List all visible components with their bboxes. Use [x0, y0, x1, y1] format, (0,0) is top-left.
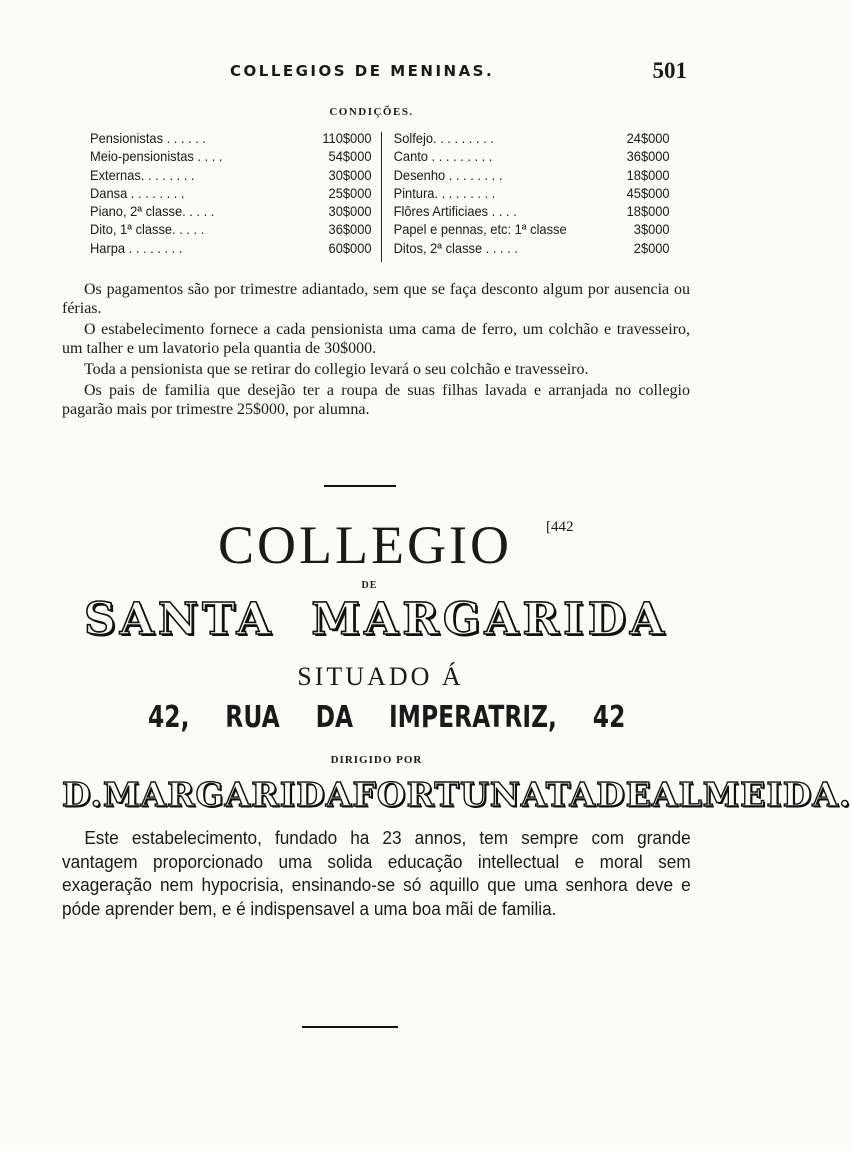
fee-name: Flôres Artificiaes . . . . [393, 203, 517, 220]
school-name [84, 592, 668, 648]
notes-block [62, 280, 690, 419]
fee-name: Dansa . . . . . . . . [90, 184, 185, 201]
section-divider [302, 1026, 398, 1028]
fees-left-column [90, 129, 383, 257]
fee-price: 18$000 [626, 166, 670, 183]
school-name-word: SANTA [84, 594, 275, 645]
address-part: 42 [592, 700, 626, 735]
fee-price: 110$000 [322, 130, 372, 146]
fee-row [394, 147, 670, 165]
school-name-word: MARGARIDA [311, 594, 668, 645]
fee-row [394, 129, 670, 147]
director-name-word: ALMEIDA. [651, 775, 851, 814]
directed-by-label: DIRIGIDO POR [330, 754, 423, 766]
director-name-word: DE [596, 775, 652, 814]
fee-name: Meio-pensionistas . . . . [90, 148, 223, 165]
fee-row [394, 166, 670, 184]
note-paragraph: Os pagamentos são por trimestre adiantado, sem que se faça desconto algum por ausencia ou férias. [62, 281, 690, 317]
fee-name: Canto . . . . . . . . . [393, 148, 493, 165]
fee-price: 30$000 [328, 166, 372, 183]
fee-price: 36$000 [328, 221, 372, 238]
fee-row [394, 220, 670, 238]
section-divider [324, 485, 396, 487]
fee-price: 25$000 [328, 184, 372, 201]
address-part: RUA [225, 700, 280, 735]
collegio-title: COLLEGIO [218, 515, 512, 575]
note-paragraph: O estabelecimento fornece a cada pensionista uma cama de ferro, um colchão e travesseiro, um talher e um lavatorio pela quantia de 30$000. [62, 321, 690, 357]
fee-row [90, 147, 383, 165]
director-name-word: MARGARIDA [102, 775, 353, 814]
fee-row [394, 239, 670, 257]
fee-name: Dito, 1ª classe. . . . . [90, 221, 205, 238]
fee-price: 45$000 [626, 184, 670, 201]
fee-row [90, 220, 383, 238]
fee-price: 2$000 [633, 239, 670, 256]
director-name [62, 772, 851, 818]
conditions-heading: CONDIÇÕES. [329, 106, 414, 118]
fee-price: 36$000 [626, 148, 670, 165]
fee-name: Piano, 2ª classe. . . . . [90, 203, 215, 220]
fee-price: 24$000 [626, 130, 670, 146]
fee-price: 3$000 [633, 221, 670, 238]
fee-row [90, 166, 383, 184]
school-description [62, 826, 691, 920]
fee-row [90, 184, 383, 202]
fee-name: Papel e pennas, etc: 1ª classe [393, 221, 567, 238]
fee-name: Ditos, 2ª classe . . . . . [393, 239, 518, 256]
fee-name: Pintura. . . . . . . . . [393, 184, 496, 201]
fee-name: Harpa . . . . . . . . [90, 239, 183, 256]
page-number: 501 [652, 58, 687, 83]
note-paragraph: Toda a pensionista que se retirar do collegio levará o seu colchão e travesseiro. [84, 361, 589, 378]
fee-row [90, 129, 383, 147]
fee-price: 60$000 [328, 239, 372, 256]
catalog-reference: [442 [546, 519, 574, 535]
fees-right-column [394, 129, 670, 257]
address-part: DA [315, 700, 354, 735]
fee-row [90, 239, 383, 257]
fee-name: Solfejo. . . . . . . . . [393, 130, 494, 146]
fee-price: 18$000 [626, 203, 670, 220]
running-title: COLLEGIOS DE MENINAS. [230, 62, 495, 80]
description-paragraph: Este estabelecimento, fundado ha 23 annos, tem sempre com grande vantagem proporcionado uma solida educação intellectual e moral sem exageração nem hypocrisia, ensinando-se só aquillo que uma senhora deve e póde aprender bem, e é indispensavel a uma boa mãi de familia. [62, 827, 691, 919]
de-label: DE [361, 580, 378, 591]
running-head [0, 58, 725, 86]
fee-name: Externas. . . . . . . . [90, 166, 195, 183]
director-name-word: D. [62, 775, 103, 814]
fee-price: 30$000 [328, 203, 372, 220]
situated-label: SITUADO Á [297, 662, 464, 691]
fee-row [394, 202, 670, 220]
fee-row [394, 184, 670, 202]
fee-price: 54$000 [328, 148, 372, 165]
fee-name: Desenho . . . . . . . . [393, 166, 503, 183]
fee-name: Pensionistas . . . . . . [90, 130, 206, 146]
director-name-word: FORTUNATA [352, 775, 597, 814]
school-address [148, 698, 625, 738]
address-part: IMPERATRIZ, [388, 700, 557, 735]
fee-row [90, 202, 383, 220]
address-part: 42, [148, 700, 190, 735]
note-paragraph: Os pais de familia que desejão ter a roupa de suas filhas lavada e arranjada no collegio pagarão mais por trimestre 25$000, por alumna. [62, 382, 690, 418]
